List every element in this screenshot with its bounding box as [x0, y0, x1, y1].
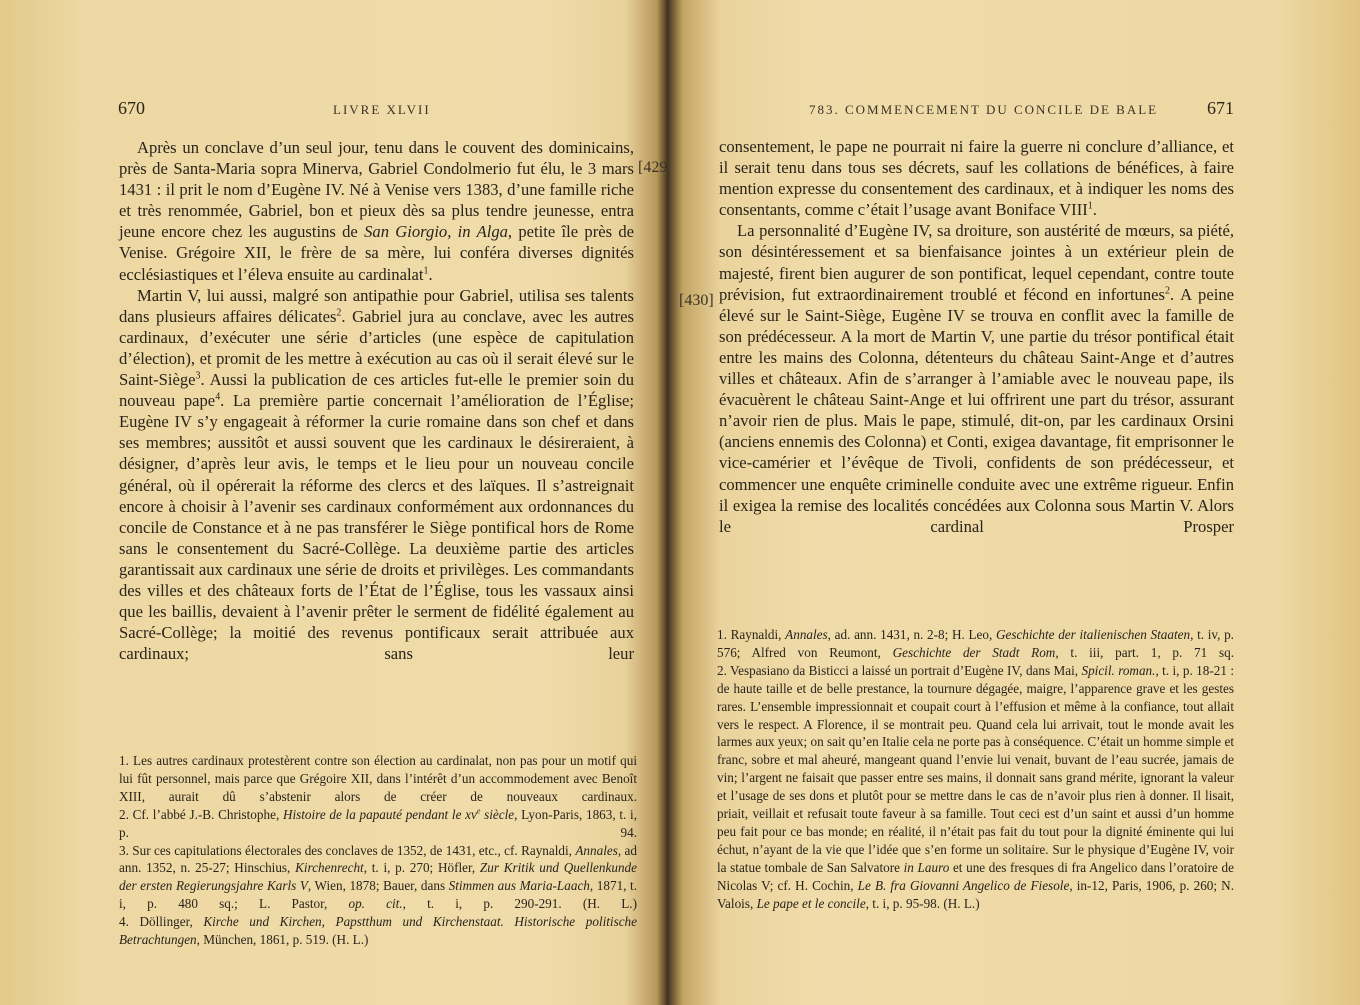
text-segment: . A peine élevé sur le Saint-Siège, Eugène IV se trouva en conflit avec la famille de son prédécesseur. A la mort de Martin V, une partie du trésor pontifical était entre les mains des Colonna, détenteurs du château Saint-Ange et d’autres villes et châteaux. Afin de s’arranger à l’amiable avec le nouveau pape, ils évacuèrent le château Saint-Ange et lui offrirent une part du trésor, assurant n’avoir rien de plus. Mais le pape, stimulé, dit-on, par les cardinaux Orsini (anciens ennemis des Colonna) et Conti, exigea davantage, fit emprisonner le vice-camérier et l’évêque de Tivoli, confidents de son prédécesseur, et commencer une enquête criminelle conduite avec une extrême rigueur. Enfin il exigea la remise des localités concédées aux Colonna sous Martin V. Alors le cardinal Prosper [719, 284, 1234, 536]
paragraph [119, 137, 634, 285]
paragraph [119, 285, 634, 665]
text-segment: Après un conclave d’un seul jour, tenu dans le couvent des dominicains, près de Santa-Maria sopra Minerva, Gabriel Condolmerio fut élu, le 3 mars 1431 : il prit le nom d’Eugène IV. Né à Venise vers 1383, d’une famille riche et très renommée, Gabriel, bon et pieux dès sa plus tendre jeunesse, entra jeune encore chez les augustins de [119, 138, 634, 242]
page-number-left: 670 [118, 98, 145, 118]
text-segment: , t. iv, p. 576; Alfred von Reumont, [717, 627, 1234, 660]
italic-text: Histoire de la papauté pendant le xv [282, 806, 477, 822]
text-segment: , ad ann. 1352, n. 25-27; Hinschius, [119, 842, 637, 876]
text-segment: . La première partie concernait l’amélioration de l’Église; Eugène IV s’y engageait à réformer la curie romaine dans son chef et dans ses membres; aussitôt et aussi souvent que les cardinaux le désireraient, à désigner, d’après leur avis, le temps et le lieu pour un nouveau concile général, où il opérerait la réforme des clercs et des laïques. Il s’astreignait encore à choisir à l’avenir ses cardinaux conformément aux ordonnances du concile de Constance et à ne pas transférer le Siège pontifical hors de Rome sans le consentement du Sacré-Collège. La deuxième partie des articles garantissait aux cardinaux une série de droits et privilèges. Les commandants des villes et des châteaux forts de l’État de l’Église, tous les vassaux ainsi que les baillis, devaient à l’avenir prêter le serment de fidélité également au Sacré-Collège; la moitié des revenus pontificaux serait attribuée aux cardinaux; sans leur [119, 391, 635, 664]
running-head-left: LIVRE XLVII [333, 102, 431, 117]
text-segment: , petite île près de Venise. Grégoire XII, le frère de sa mère, lui conféra diverses dignités ecclésiastiques et l’éleva ensuite au cardinalat [119, 222, 635, 284]
text-segment: La personnalité d’Eugène IV, sa droiture, son austérité de mœurs, sa piété, son désintéressement et sa bienfaisance jointes à un extérieur plein de majesté, firent bien augurer de son pontificat, lequel cependant, contre toute prévision, fut extraordinairement troublé et fécond en infortunes [719, 221, 1234, 304]
text-segment: , in-12, Paris, 1906, p. 260; N. Valois, [717, 877, 1234, 911]
italic-text: in Lauro [903, 859, 950, 875]
margin-reference-left: [429 [638, 159, 668, 176]
text-segment: . [1092, 200, 1097, 220]
footnote-reference: 3 [195, 370, 201, 382]
text-segment: consentement, le pape ne pourrait ni faire la guerre ni conclure d’alliance, et il serait tenu dans tous ses décrets, sauf les collations de bénéfices, à faire mention expresse du consentement des cardinaux, et à indiquer les noms des consentants, comme c’était l’usage avant Boniface VIII [719, 137, 1234, 220]
text-segment: 1. Les autres cardinaux protestèrent contre son élection au cardinalat, non pas pour un motif qui lui fût personnel, mais parce que Grégoire XII, dans l’intérêt d’un accommodement avec Benoît XIII, aurait dû s’abstenir alors de créer de nouveaux cardinaux. [119, 753, 637, 804]
italic-text: Kirche und Kirchen, Papstthum und Kirchenstaat. Historische politische Betrachtungen [119, 914, 637, 948]
footnote-reference: 4 [215, 391, 221, 403]
italic-text: Zur Kritik und Quellenkunde der ersten Regierungsjahre Karls V [119, 860, 637, 894]
footnotes-right [717, 626, 1234, 913]
text-segment: . Aussi la publication de ces articles fut-elle le premier soin du nouveau pape [119, 370, 634, 411]
footnote [119, 752, 637, 806]
text-segment: 3. Sur ces capitulations électorales des conclaves de 1352, de 1431, etc., cf. Raynaldi, [119, 842, 576, 858]
text-segment: 4. Döllinger, [119, 914, 204, 930]
footnote-reference: 2 [1164, 285, 1170, 297]
text-segment: , 1871, t. i, p. 480 sq.; L. Pastor, [119, 878, 637, 912]
left-page [0, 0, 668, 1005]
footnote [717, 626, 1234, 662]
italic-text: Geschichte der italienischen Staaten [995, 627, 1191, 642]
margin-reference-right: [430] [679, 292, 714, 309]
text-segment: , ad. ann. 1431, n. 2-8; H. Leo, [827, 627, 996, 642]
italic-text: Le pape et le concile [756, 895, 866, 911]
italic-text: Spicil. roman. [1081, 662, 1156, 678]
text-segment: 2. Cf. l’abbé J.-B. Christophe, [119, 806, 283, 822]
body-text-left [119, 137, 634, 664]
text-segment: , Lyon-Paris, 1863, t. i, p. 94. [119, 806, 637, 840]
text-segment: , t. i, p. 290-291. (H. L.) [402, 896, 637, 912]
italic-text: siècle [480, 806, 515, 822]
right-page [676, 0, 1360, 1005]
footnote [119, 842, 637, 914]
text-segment: , t. i, p. 18-21 : de haute taille et de belle prestance, la tournure dégagée, maigre, l’apparence grave et les gestes rares. L’ensemble impressionnait et coupait court à l’effusion et même à la confiance, tout allait vers le respect. A Florence, il se montrait peu. Quand cela lui arrivait, tout le monde avait les larmes aux yeux; on sait qu’en Italie cela ne porte pas à conséquence. C’était un homme simple et franc, sobre et mal aheuré, mangeant quand l’envie lui venait, buvant de l’eau sucrée, jamais de vin; l’argent ne faisait que passer entre ses mains, il donnait sans grand mérite, ignorant la valeur et l’usage de ses dons et plutôt pour se mettre dans le cas de n’avoir plus rien à donner. Il lisait, priait, veillait et refusait toute faveur à sa famille. Tout ceci est d’un saint et aussi d’un homme peu fait pour ce bas monde; en réalité, il n’était pas fait du tout pour la dignité éminente qui lui échut, n’ayant de la vie que l’idée que s’en forme un solitaire. Sur le physique d’Eugène IV, voir la statue tombale de San Salvatore [717, 662, 1235, 875]
paragraph [719, 136, 1234, 220]
footnotes-left [119, 752, 637, 949]
text-segment: . [428, 264, 433, 284]
italic-text: Annales [785, 627, 828, 642]
text-segment: Martin V, lui aussi, malgré son antipathie pour Gabriel, utilisa ses talents dans plusieurs affaires délicates [119, 285, 634, 326]
footnote [119, 913, 637, 949]
text-segment: 1. Raynaldi, [717, 627, 786, 642]
footnote-reference: 2 [336, 307, 342, 319]
italic-text: Geschichte der Stadt Rom [892, 644, 1056, 660]
footnote [119, 806, 637, 842]
text-segment: . Gabriel jura au conclave, avec les autres cardinaux, d’exécuter une série d’articles (une espèce de capitulation d’élection), et promit de les mettre à exécution au cas où il serait élevé sur le Saint-Siège [119, 306, 634, 390]
text-segment: et une des fresques di fra Angelico dans l’oratoire de Nicolas V; cf. H. Cochin, [717, 859, 1235, 893]
footnote-reference: e [476, 806, 481, 816]
page-number-right: 671 [1207, 98, 1234, 118]
text-segment: 2. Vespasiano da Bisticci a laissé un portrait d’Eugène IV, dans Mai, [717, 662, 1082, 678]
italic-text: Kirchenrecht [295, 860, 364, 876]
footnote-reference: 1 [423, 265, 429, 277]
text-segment: , t. iii, part. 1, p. 71 sq. [1055, 644, 1234, 660]
italic-text: Stimmen aus Maria-Laach [448, 878, 590, 894]
text-segment: , t. i, p. 270; Höfler, [363, 860, 480, 876]
italic-text: San Giorgio, in Alga [364, 222, 508, 242]
footnote [717, 662, 1234, 913]
text-segment: , Wien, 1878; Bauer, dans [307, 878, 449, 894]
italic-text: Le B. fra Giovanni Angelico de Fiesole [857, 877, 1070, 893]
footnote-reference: 1 [1087, 200, 1093, 212]
body-text-right [719, 136, 1234, 537]
text-segment: , München, 1861, p. 519. (H. L.) [196, 932, 369, 948]
italic-text: Annales [575, 842, 618, 858]
paragraph [719, 220, 1234, 536]
text-segment: , t. i, p. 95-98. (H. L.) [865, 895, 980, 911]
running-head-right: 783. COMMENCEMENT DU CONCILE DE BALE [809, 102, 1159, 117]
italic-text: op. cit. [348, 896, 403, 912]
